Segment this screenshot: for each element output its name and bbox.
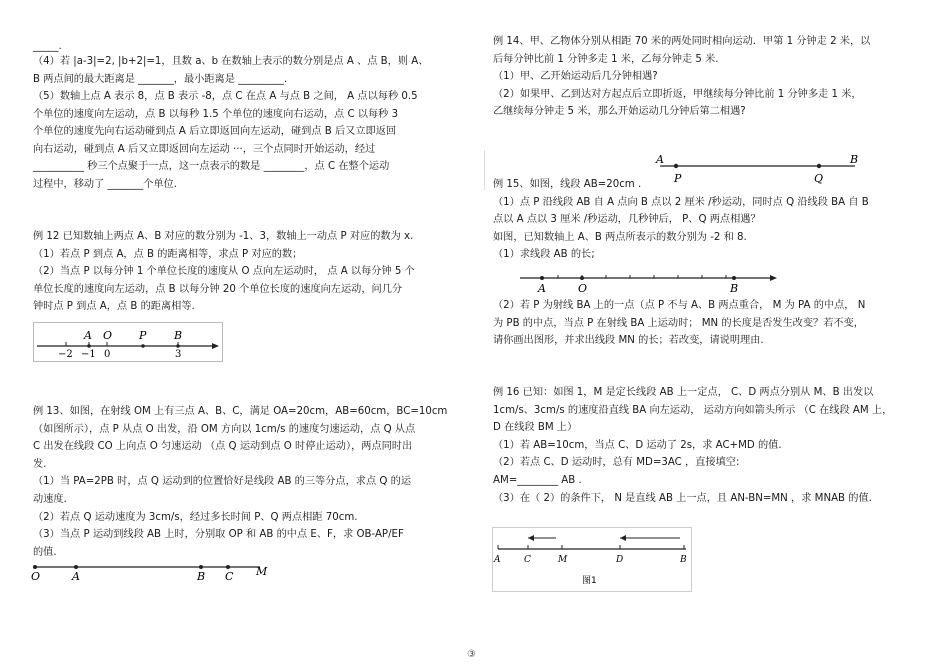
tick-label: 3 (175, 349, 182, 360)
question-4 (33, 53, 428, 88)
text-line: （如图所示），点 P 从点 O 出发，沿 OM 方向以 1cm/s 的速度匀速运动，点 Q 从点 (33, 423, 416, 435)
point-label-p: P (139, 329, 147, 342)
text-line: （2）若点 Q 运动速度为 3cm/s，经过多长时间 P、Q 两点相距 70cm. (33, 511, 358, 523)
text-line: （2）若点 C、D 运动时，总有 MD=3AC ，直接填空: (493, 457, 740, 469)
text-line: 的值. (33, 546, 57, 558)
text-line: （2）如果甲、乙到达对方起点后立即折返，甲继续每分钟比前 1 分钟多走 1 米， (493, 88, 862, 100)
figure-number-line-15 (518, 268, 780, 294)
example-12 (33, 228, 415, 316)
point-label-b: B (730, 282, 739, 294)
text-line: 单位长度的速度向左运动，点 B 以每分钟 20 个单位长度的速度向左运动，问几分 (33, 283, 403, 295)
text-line: （3）当点 P 运动到线段 AB 上时，分别取 OP 和 AB 的中点 E、F，求 OB-AP/EF (33, 529, 404, 541)
text-line: 乙继续每分钟走 5 米，那么开始运动几分钟后第二相遇? (493, 106, 746, 118)
point-label-a: A (656, 153, 664, 166)
text-line: C 出发在线段 CO 上向点 O 匀速运动 （点 Q 运动到点 O 时停止运动），两点同时出 (33, 441, 413, 453)
text-line: 例 15、如图，线段 AB=20cm . (493, 179, 642, 190)
point-label-a: A (72, 570, 80, 583)
text-line: __________ 秒三个点聚于一点，这一点表示的数是 ________，点 C 在整个运动 (33, 161, 390, 173)
point-label-p: P (674, 172, 682, 185)
text-line: D 在线段 BM 上） (493, 422, 578, 434)
tick-label: −1 (81, 349, 96, 360)
point-label-m: M (256, 565, 268, 578)
text-line: 点以 A 点以 3 厘米 /秒运动，几秒钟后， P、Q 两点相遇？ (493, 214, 761, 226)
point-label-c: C (524, 555, 531, 565)
figure-16 (492, 527, 692, 592)
text-line: 个单位的速度向左运动，点 B 以每秒 1.5 个单位的速度向右运动，点 C 以每秒 3 (33, 108, 399, 120)
point-label-a: A (84, 329, 92, 342)
example-13 (33, 403, 447, 561)
text-line: （2）当点 P 以每分钟 1 个单位长度的速度从 O 点向左运动时， 点 A 以每分钟 5 个 (33, 266, 415, 278)
text-line: 过程中，移动了 _______个单位. (33, 178, 178, 190)
text-line: （4）若 |a-3|=2, |b+2|=1，且数 a、b 在数轴上表示的数分别是点 A 、点 B，则 A、 (33, 56, 429, 67)
text-line: 1cm/s、3cm/s 的速度沿直线 BA 向左运动， 运动方向如箭头所示 （C 在线段 AM 上， (493, 404, 893, 416)
point-label-m: M (558, 555, 568, 565)
text-line: （1）若点 P 到点 A，点 B 的距离相等，求点 P 对应的数； (33, 248, 303, 260)
text-line: AM=________ AB . (493, 474, 582, 486)
point-label-a: A (538, 282, 546, 294)
text-line: 动速度. (33, 493, 67, 505)
text-line: B 两点间的最大距离是 _______，最小距离是 _________. (33, 73, 288, 85)
point-label-o: O (103, 329, 113, 342)
point-label-b: B (680, 555, 687, 565)
point-label-c: C (225, 570, 234, 583)
text-line: （1）甲、乙开始运动后几分钟相遇? (493, 71, 658, 83)
text-line: 钟时点 P 到点 A，点 B 的距离相等. (33, 301, 195, 313)
text-line: 例 14、甲、乙物体分别从相距 70 米的两处同时相向运动．甲第 1 分钟走 2 米，以 (493, 36, 871, 47)
text-line: （2）若 P 为射线 BA 上的一点（点 P 不与 A、B 两点重合， M 为 PA 的中点， N (493, 300, 866, 311)
text-line: 个单位的速度先向右运动碰到点 A 后立即返回向左运动，碰到点 B 后又立即返回 (33, 126, 397, 138)
tick-label: 0 (104, 349, 111, 360)
text-line: 如图，已知数轴上 A、B 两点所表示的数分别为 -2 和 8. (493, 231, 747, 243)
point-label-o: O (31, 570, 41, 583)
example-15 (493, 176, 869, 264)
example-16 (493, 384, 892, 507)
text-line: （3）在（ 2）的条件下， N 是直线 AB 上一点，且 AN-BN=MN ，求 MNAB 的值. (493, 492, 872, 504)
text-line: 向右运动，碰到点 A 后又立即返回向左运动 ···，三个点同时开始运动，经过 (33, 143, 376, 155)
page-number: ③ (467, 649, 476, 660)
point-label-a: A (494, 555, 501, 565)
text-line: （1）求线段 AB 的长; (493, 249, 595, 261)
example-14 (493, 33, 870, 121)
example-15-part-2 (493, 297, 865, 350)
text-line: 为 PB 的中点，当点 P 在射线 BA 上运动时； MN 的长度是否发生改变？若不变， (493, 317, 864, 329)
figure-caption: 图1 (582, 576, 597, 586)
question-5 (33, 88, 418, 194)
figure-ray-13 (28, 561, 278, 585)
text-line: （1）点 P 沿线段 AB 自 A 点向 B 点以 2 厘米 /秒运动，同时点 Q 沿线段 BA 自 B (493, 196, 869, 208)
point-label-o: O (578, 282, 588, 294)
point-label-b: B (197, 570, 206, 583)
text-line: 后每分钟比前 1 分钟多走 1 米，乙每分钟走 5 米. (493, 53, 719, 65)
divider (484, 150, 485, 190)
point-label-b: B (850, 153, 859, 166)
point-label-q: Q (814, 172, 824, 185)
figure-number-line-12 (33, 322, 223, 362)
text-line: 例 13、如图，在射线 OM 上有三点 A、B、C，满足 OA=20cm，AB=60cm，BC=10cm (33, 406, 448, 417)
text-line: 请你画出图形，并求出线段 MN 的长；若改变，请说明理由. (493, 335, 764, 347)
text-line: 例 16 已知：如图 1，M 是定长线段 AB 上一定点， C、D 两点分别从 M、B 出发以 (493, 387, 874, 398)
text-line: （5）数轴上点 A 表示 8，点 B 表示 -8，点 C 在点 A 与点 B 之间， A 点以每秒 0.5 (33, 91, 418, 102)
point-label-b: B (174, 329, 183, 342)
text-line: 发. (33, 458, 47, 470)
text-line: 例 12 已知数轴上两点 A、B 对应的数分别为 -1、3，数轴上一动点 P 对应的数为 x. (33, 231, 414, 242)
tick-label: −2 (58, 349, 73, 360)
text-line: （1）当 PA=2PB 时，点 Q 运动到的位置恰好是线段 AB 的三等分点，求点 Q 的运 (33, 476, 412, 488)
blank-line: _____. (33, 41, 62, 52)
point-label-d: D (616, 555, 624, 565)
text-line: （1）若 AB=10cm，当点 C、D 运动了 2s，求 AC+MD 的值. (493, 439, 782, 451)
